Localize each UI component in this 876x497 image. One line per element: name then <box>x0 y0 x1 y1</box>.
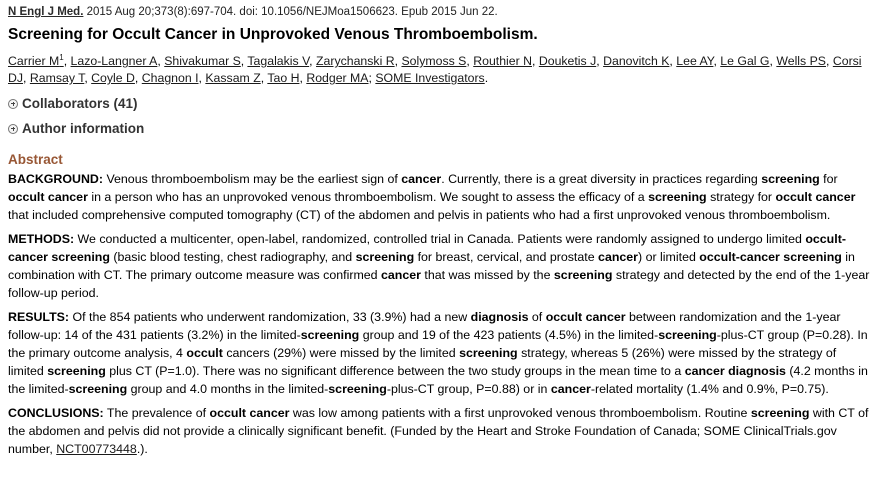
search-term-highlight: screening <box>553 268 613 283</box>
author-link[interactable]: Shivakumar S <box>164 54 241 69</box>
author-link[interactable]: Lee AY <box>676 54 714 69</box>
search-term-highlight: screening <box>761 172 820 187</box>
author-link[interactable]: Danovitch K <box>603 54 670 69</box>
section-label: CONCLUSIONS: <box>8 406 104 421</box>
search-term-highlight: diagnosis <box>470 310 529 325</box>
author-link[interactable]: Kassam Z <box>205 71 261 86</box>
abstract-section-conclusions: CONCLUSIONS: The prevalence of occult cancer was low among patients with a first unprovoked venous thromboembolism. Routine screening with CT of the abdomen and pelvis did not provide a clinically significant benefit. (Funded by the Heart and Stroke Foundation of Canada; SOME ClinicalTrials.gov number, NCT00773448.). <box>8 406 869 457</box>
author-link[interactable]: Wells PS <box>776 54 826 69</box>
section-label: METHODS: <box>8 232 75 247</box>
search-term-highlight: screening <box>300 328 360 343</box>
abstract-section-methods: METHODS: We conducted a multicenter, open-label, randomized, controlled trial in Canada. Patients were randomly assigned to undergo limited occult-cancer screening (basic blood testing, chest radiography, and screening for breast, cervical, and prostate cancer) or limited occult-cancer screening in combination with CT. The primary outcome measure was confirmed cancer that was missed by the screening strategy and detected by the end of the 1-year follow-up period. <box>8 232 870 301</box>
author-information-toggle[interactable] <box>8 120 868 137</box>
author-link[interactable]: Routhier N <box>473 54 532 69</box>
author-group-link[interactable]: SOME Investigators <box>375 71 485 86</box>
trial-registry-link[interactable]: NCT00773448 <box>56 442 137 457</box>
search-term-highlight: screening <box>750 406 810 421</box>
abstract-heading: Abstract <box>8 152 63 168</box>
section-label: RESULTS: <box>8 310 70 325</box>
search-term-highlight: occult cancer <box>775 190 856 205</box>
search-term-highlight: screening <box>68 382 128 397</box>
author-link[interactable]: Corsi DJ <box>8 54 862 86</box>
search-term-highlight: screening <box>658 328 717 343</box>
citation-details: 2015 Aug 20;373(8):697-704. doi: 10.1056/NEJMoa1506623. Epub 2015 Jun 22. <box>83 6 498 18</box>
journal-link[interactable]: N Engl J Med. <box>8 6 84 18</box>
author-link[interactable]: Carrier $M^1$ <box>8 53 64 69</box>
author-link[interactable]: Tao H <box>267 71 300 86</box>
article-title: Screening for Occult Cancer in Unprovoked Venous Thromboembolism. <box>8 26 538 43</box>
search-term-highlight: occult cancer <box>209 406 290 421</box>
collaborators-label: Collaborators (41) <box>22 96 138 112</box>
author-link[interactable]: Le Gal G <box>720 54 770 69</box>
section-label: BACKGROUND: <box>8 172 103 187</box>
search-term-highlight: screening <box>328 382 387 397</box>
search-term-highlight: occult-cancer screening <box>8 232 846 265</box>
author-link[interactable]: Coyle D <box>91 71 135 86</box>
search-term-highlight: screening <box>355 250 415 265</box>
search-term-highlight: occult <box>186 346 223 361</box>
collaborators-toggle[interactable] <box>8 95 868 112</box>
citation-line <box>8 5 868 20</box>
author-link[interactable]: Ramsay T <box>29 71 85 86</box>
affiliation-marker[interactable]: 1 <box>59 53 64 62</box>
author-link[interactable]: Tagalakis V <box>247 54 310 69</box>
expand-plus-icon <box>8 124 18 134</box>
author-link[interactable]: Lazo-Langner A <box>70 54 158 69</box>
search-term-highlight: cancer diagnosis <box>684 364 786 379</box>
author-link[interactable]: Chagnon I <box>141 71 199 86</box>
abstract-section-background: BACKGROUND: Venous thromboembolism may be the earliest sign of cancer. Currently, there is a great diversity in practices regarding screening for occult cancer in a person who has an unprovoked venous thromboembolism. We sought to assess the efficacy of a screening strategy for occult cancer that included comprehensive computed tomography (CT) of the abdomen and pelvis in patients who had a first unprovoked venous thromboembolism. <box>8 172 856 223</box>
abstract-section-results: RESULTS: Of the 854 patients who underwent randomization, 33 (3.9%) had a new diagnosis of occult cancer between randomization and the 1-year follow-up: 14 of the 431 patients (3.2%) in the limited-screening group and 19 of the 423 patients (4.5%) in the limited-screening-plus-CT group (P=0.28). In the primary outcome analysis, 4 occult cancers (29%) were missed by the limited screening strategy, whereas 5 (26%) were missed by the strategy of limited screening plus CT (P=1.0). There was no significant difference between the two study groups in the mean time to a cancer diagnosis (4.2 months in the limited-screening group and 4.0 months in the limited-screening-plus-CT group, P=0.88) or in cancer-related mortality (1.4% and 0.9%, P=0.75). <box>8 310 868 397</box>
author-link[interactable]: Douketis J <box>538 54 597 69</box>
abstract-body <box>8 170 868 458</box>
search-term-highlight: occult cancer <box>8 190 88 205</box>
search-term-highlight: screening <box>459 346 518 361</box>
search-term-highlight: cancer <box>401 172 442 187</box>
author-link[interactable]: Solymoss S <box>401 54 467 69</box>
author-list: Carrier $M^1$, Lazo-Langner A, Shivakumar S, Tagalakis V, Zarychanski R, Solymoss S, Routhier N, Douketis J, Danovitch K, Lee AY, Le Gal G, Wells PS, Corsi DJ, Ramsay T, Coyle D, Chagnon I, Kassam Z, Tao H, Rodger MA; SOME Investigators. <box>8 53 862 86</box>
search-term-highlight: cancer <box>550 382 591 397</box>
search-term-highlight: cancer <box>381 268 421 283</box>
author-information-label: Author information <box>22 121 145 137</box>
author-link[interactable]: Zarychanski R <box>316 54 395 69</box>
search-term-highlight: screening <box>648 190 707 205</box>
search-term-highlight: occult cancer <box>545 310 626 325</box>
search-term-highlight: occult-cancer screening <box>699 250 842 265</box>
search-term-highlight: screening <box>47 364 106 379</box>
expand-plus-icon <box>8 99 18 109</box>
author-link[interactable]: Rodger MA <box>306 71 369 86</box>
search-term-highlight: cancer <box>598 250 639 265</box>
